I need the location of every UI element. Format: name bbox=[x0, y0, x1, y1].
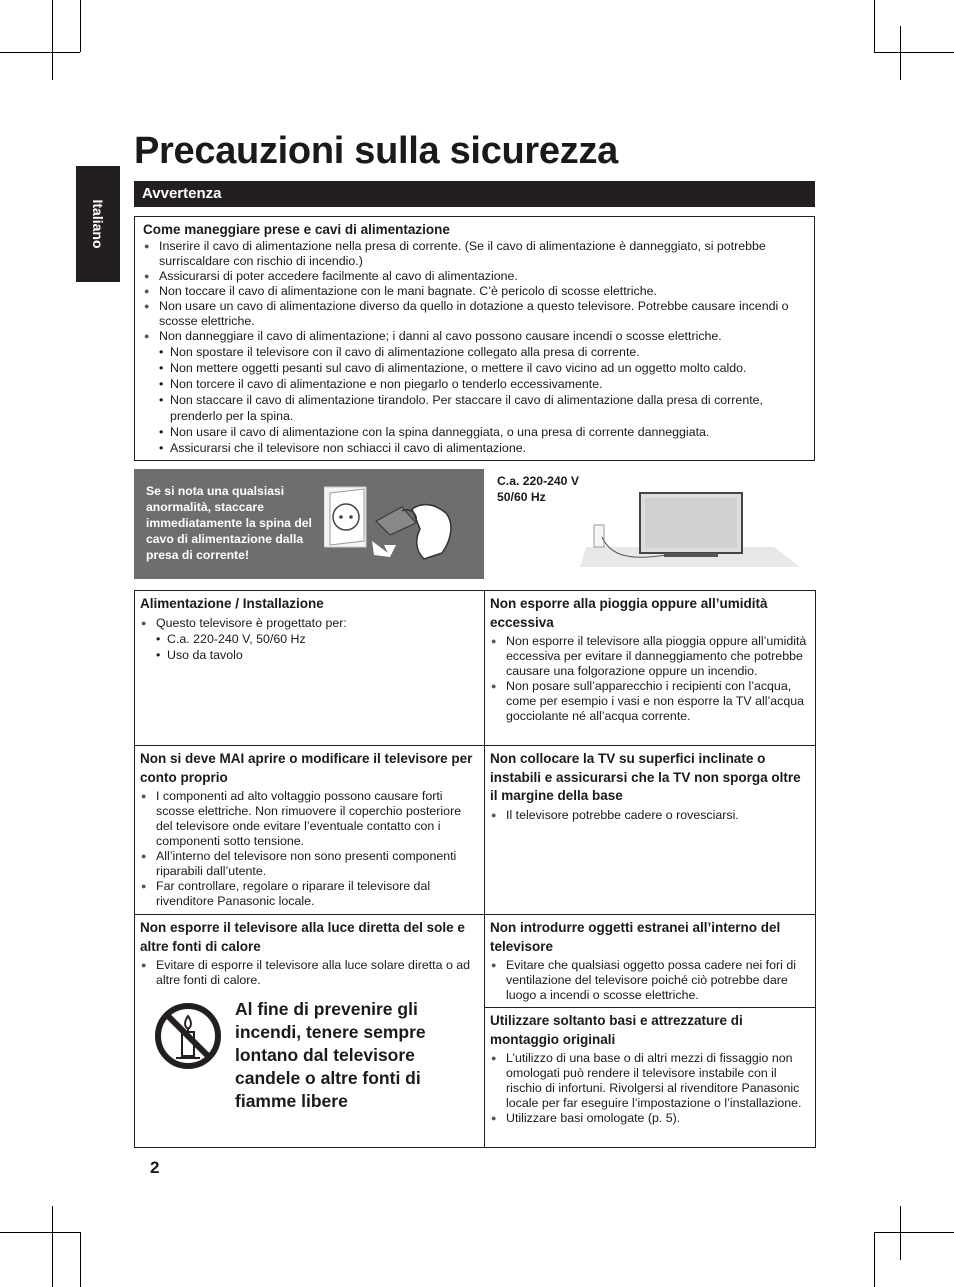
crop-mark bbox=[80, 0, 81, 52]
sub-list-item: • Non staccare il cavo di alimentazione tirandolo. Per staccare il cavo di alimentazione dalla presa di corrente, prenderlo per la spina. bbox=[159, 392, 806, 424]
list-item: ● Non danneggiare il cavo di alimentazione; i danni al cavo possono causare incendi o scosse elettriche. bbox=[143, 329, 806, 344]
list-item: ● Il televisore potrebbe cadere o rovesciarsi. bbox=[490, 808, 810, 823]
crop-mark bbox=[26, 52, 52, 53]
list-item: ● Non toccare il cavo di alimentazione con le mani bagnate. C’è pericolo di scosse elettriche. bbox=[143, 284, 806, 299]
crop-mark bbox=[874, 52, 954, 53]
open-cell bbox=[135, 746, 485, 915]
rain-cell bbox=[485, 591, 816, 746]
unplug-notice-text: Se si nota una qualsiasi anormalità, staccare immediatamente la spina del cavo di alimentazione dalla presa di corrente! bbox=[146, 484, 312, 562]
fire-warning bbox=[140, 996, 479, 1136]
unplug-notice bbox=[134, 469, 484, 579]
language-label: Italiano bbox=[90, 199, 106, 249]
stands-section bbox=[485, 1007, 815, 1126]
crop-mark bbox=[0, 1232, 80, 1233]
no-candle-icon bbox=[154, 1002, 222, 1070]
power-cord-heading: Come maneggiare prese e cavi di alimentazione bbox=[143, 222, 450, 237]
stands-heading: Utilizzare soltanto basi e attrezzature di montaggio originali bbox=[490, 1013, 743, 1047]
page-number: 2 bbox=[150, 1158, 160, 1177]
incline-cell bbox=[485, 746, 816, 915]
page-title: Precauzioni sulla sicurezza bbox=[134, 130, 618, 172]
foreign-cell bbox=[485, 915, 816, 1148]
section-title: Avvertenza bbox=[142, 185, 222, 202]
list-item: ● Inserire il cavo di alimentazione nella presa di corrente. (Se il cavo di alimentazione è danneggiato, si potrebbe surriscaldare con rischio di incendio.) bbox=[143, 239, 806, 269]
crop-mark bbox=[900, 26, 901, 80]
crop-mark bbox=[52, 1206, 53, 1287]
sub-list-item: • Non usare il cavo di alimentazione con la spina danneggiata, o una presa di corrente danneggiata. bbox=[159, 424, 806, 440]
crop-mark bbox=[874, 1232, 875, 1287]
sub-list-item: • Non mettere oggetti pesanti sul cavo di alimentazione, o mettere il cavo vicino ad un oggetto molto caldo. bbox=[159, 360, 806, 376]
open-heading: Non si deve MAI aprire o modificare il televisore per conto proprio bbox=[140, 751, 473, 785]
install-cell bbox=[135, 591, 485, 746]
incline-heading: Non collocare la TV su superfici inclinate o instabili e assicurarsi che la TV non sporga oltre il margine della base bbox=[490, 751, 801, 803]
crop-mark bbox=[874, 1232, 954, 1233]
list-item: ● L’utilizzo di una base o di altri mezzi di fissaggio non omologati può rendere il televisore instabile con il rischio di infortuni. Rivolgersi al rivenditore Panasonic locale per far eseguire l’impostazione o l’installazione. bbox=[490, 1051, 810, 1111]
sun-heading: Non esporre il televisore alla luce diretta del sole e altre fonti di calore bbox=[140, 920, 465, 954]
crop-mark bbox=[80, 1232, 81, 1287]
sub-list-item: • C.a. 220-240 V, 50/60 Hz bbox=[156, 631, 479, 647]
sub-list-item: • Non spostare il televisore con il cavo di alimentazione collegato alla presa di corrente. bbox=[159, 344, 806, 360]
list-item: ● Utilizzare basi omologate (p. 5). bbox=[490, 1111, 810, 1126]
sun-cell bbox=[135, 915, 485, 1148]
list-item: ● Questo televisore è progettato per: bbox=[140, 616, 479, 631]
list-item: ● I componenti ad alto voltaggio possono causare forti scosse elettriche. Non rimuovere il coperchio posteriore del televisore onde evitare l’eventuale contatto con i componenti sotto tensione. bbox=[140, 789, 479, 849]
list-item: ● Non posare sull’apparecchio i recipienti con l’acqua, come per esempio i vasi e non esporre la TV all’acqua gocciolante né all’acqua corrente. bbox=[490, 679, 810, 724]
list-item: ● Evitare di esporre il televisore alla luce solare diretta o ad altre fonti di calore. bbox=[140, 958, 479, 988]
section-header bbox=[134, 181, 815, 207]
crop-mark bbox=[874, 0, 875, 52]
safety-grid bbox=[134, 590, 816, 1148]
list-item: ● Non esporre il televisore alla pioggia oppure all’umidità eccessiva per evitare il danneggiamento che potrebbe causare una folgorazione oppure un incendio. bbox=[490, 634, 810, 679]
power-cord-box bbox=[134, 216, 815, 461]
list-item: ● Far controllare, regolare o riparare il televisore dal rivenditore Panasonic locale. bbox=[140, 879, 479, 909]
voltage-label: C.a. 220-240 V 50/60 Hz bbox=[497, 474, 579, 504]
language-tab bbox=[76, 166, 120, 282]
list-item: ● Evitare che qualsiasi oggetto possa cadere nei fori di ventilazione del televisore poiché ciò potrebbe dare luogo a incendi o scosse elettriche. bbox=[490, 958, 810, 1003]
crop-mark bbox=[900, 1206, 901, 1260]
install-heading: Alimentazione / Installazione bbox=[140, 596, 324, 611]
plug-unplug-illustration bbox=[324, 479, 474, 569]
crop-mark bbox=[52, 0, 53, 80]
foreign-heading: Non introdurre oggetti estranei all’interno del televisore bbox=[490, 920, 781, 954]
sub-list-item: • Uso da tavolo bbox=[156, 647, 479, 663]
list-item: ● All’interno del televisore non sono presenti componenti riparabili dall’utente. bbox=[140, 849, 479, 879]
sub-list-item: • Non torcere il cavo di alimentazione e non piegarlo o tenderlo eccessivamente. bbox=[159, 376, 806, 392]
list-item: ● Non usare un cavo di alimentazione diverso da quello in dotazione a questo televisore. Potrebbe causare incendi o scosse elettriche. bbox=[143, 299, 806, 329]
tv-illustration-area bbox=[494, 469, 815, 579]
list-item: ● Assicurarsi di poter accedere facilmente al cavo di alimentazione. bbox=[143, 269, 806, 284]
fire-warning-text: Al fine di prevenire gli incendi, tenere sempre lontano dal televisore candele o altre fonti di fiamme libere bbox=[235, 999, 426, 1111]
tv-illustration bbox=[574, 485, 804, 575]
sub-list-item: • Assicurarsi che il televisore non schiacci il cavo di alimentazione. bbox=[159, 440, 806, 456]
rain-heading: Non esporre alla pioggia oppure all’umidità eccessiva bbox=[490, 596, 768, 630]
